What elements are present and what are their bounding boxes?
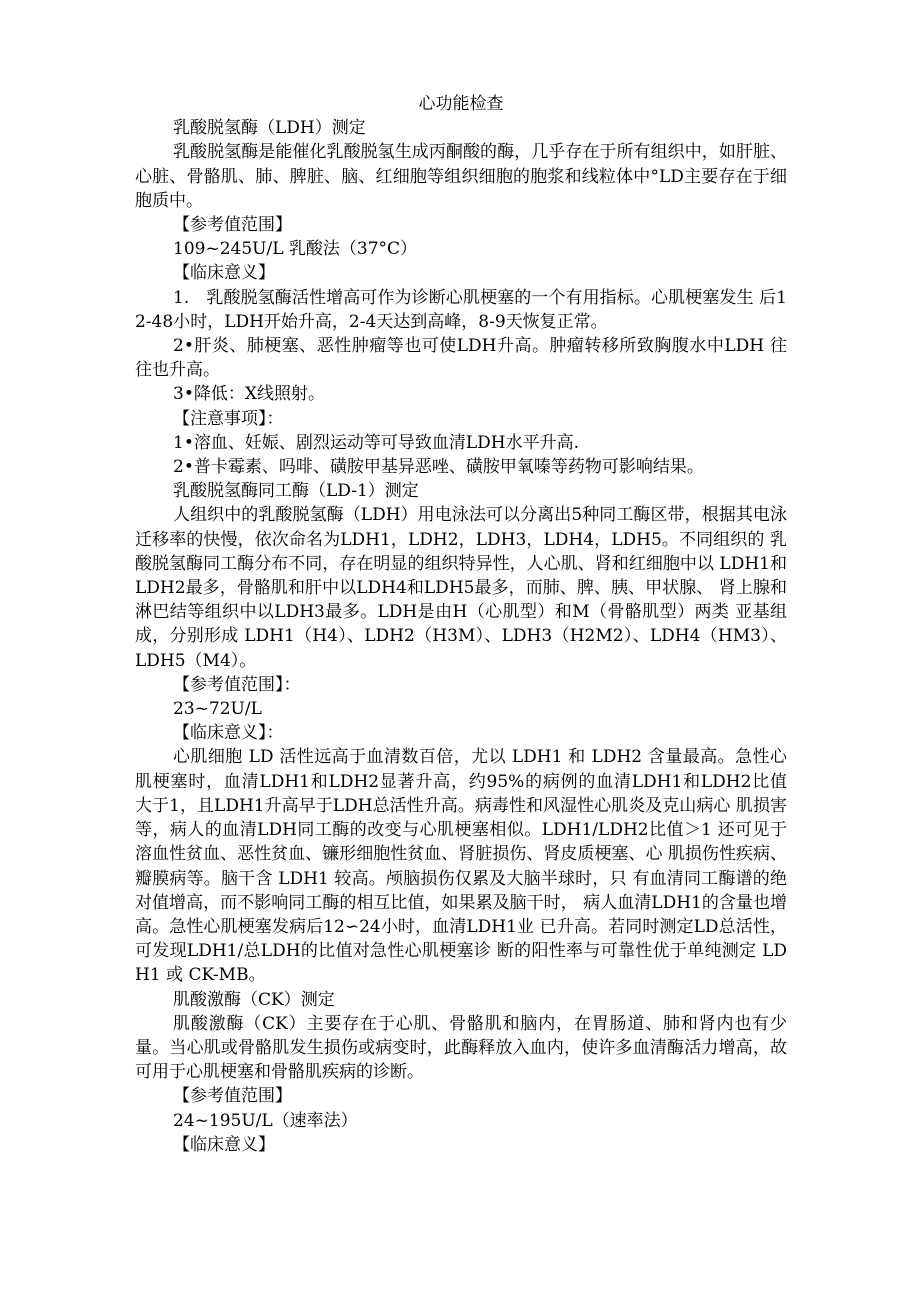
clinical-item: 2•肝炎、肺梗塞、恶性肿瘤等也可使LDH升高。肿瘤转移所致胸腹水中LDH 往往也升高。 xyxy=(135,336,787,381)
note-item: 2•普卡霉素、吗啡、磺胺甲基异恶唑、磺胺甲氧嗪等药物可影响结果。 xyxy=(173,457,704,478)
clinical-label: 【临床意义】： xyxy=(173,723,284,744)
clinical-text: 心肌细胞 LD 活性远高于血清数百倍，尤以 LDH1 和 LDH2 含量最高。急性心 肌梗塞时，血清LDH1和LDH2显著升高，约95%的病例的血清LDH1和LDH2比值 大于1，且LDH1升高早于LDH总活性升高。病毒性和风湿性心肌炎及克山病心 肌损害等，病人的血清LDH同工酶的改变与心肌梗塞相似。LDH1/LDH2比值＞1 还可见于溶血性贫血、恶性贫血、镰形细胞性贫血、肾脏损伤、肾皮质梗塞、心 肌损伤性疾病、瓣膜病等。脑干含 LDH1 较高。颅脑损伤仅累及大脑半球时，只 有血清同工酶谱的绝对值增高，而不影响同工酶的相互比值，如果累及脑干时， 病人血清LDH1的含量也增高。急性心肌梗塞发病后12∽24小时，血清LDH1业 已升高。若同时测定LD总活性，可发现LDH1/总LDH的比值对急性心肌梗塞诊 断的阳性率与可靠性优于单纯测定 LDH1 或 CK-MB。 xyxy=(135,747,787,986)
document-title: 心功能检查 xyxy=(418,94,504,114)
clinical-item: 3•降低：X线照射。 xyxy=(173,384,325,405)
section-ldh xyxy=(135,116,787,479)
reference-label: 【参考值范围】 xyxy=(173,215,292,236)
section-ck xyxy=(135,988,787,1157)
section-intro: 人组织中的乳酸脱氢酶（LDH）用电泳法可以分离出5种同工酶区带，根据其电泳迁移率的快慢，依次命名为LDH1，LDH2，LDH3，LDH4，LDH5。不同组织的 乳酸脱氢酶同工酶分布不同，存在明显的组织特异性，人心肌、肾和红细胞中以 LDH1和LDH2最多，骨骼肌和肝中以LDH4和LDH5最多，而肺、脾、胰、甲状腺、 肾上腺和淋巴结等组织中以LDH3最多。LDH是由H（心肌型）和M（骨骼肌型）两类 亚基组成，分别形成 LDH1（H4）、LDH2（H3M）、LDH3（H2M2）、LDH4（HM3）、LDH5（M4）。 xyxy=(135,505,787,671)
clinical-item: 1. 乳酸脱氢酶活性增高可作为诊断心肌梗塞的一个有用指标。心肌梗塞发生 后12-48小时，LDH开始升高，2-4天达到高峰，8-9天恢复正常。 xyxy=(135,287,787,332)
reference-value: 23~72U/L xyxy=(173,699,262,720)
clinical-label: 【临床意义】 xyxy=(173,1134,275,1155)
reference-label: 【参考值范围】 xyxy=(173,1086,292,1107)
section-intro: 肌酸激酶（CK）主要存在于心肌、骨骼肌和脑内，在胃肠道、肺和肾内也有少量。当心肌或骨骼肌发生损伤或病变时，此酶释放入血内，使许多血清酶活力增高，故可用于心肌梗塞和骨骼肌疾病的诊断。 xyxy=(135,1013,787,1083)
notes-label: 【注意事项】： xyxy=(173,408,284,429)
note-item: 1•溶血、妊娠、剧烈运动等可导致血清LDH水平升高. xyxy=(173,432,579,453)
reference-value: 109~245U/L 乳酸法（37°C） xyxy=(173,239,418,260)
section-ld1 xyxy=(135,479,787,987)
section-heading: 肌酸激酶（CK）测定 xyxy=(173,989,335,1010)
reference-label: 【参考值范围】： xyxy=(173,674,301,695)
document-page xyxy=(135,92,787,1157)
clinical-label: 【临床意义】 xyxy=(173,263,275,284)
section-intro: 乳酸脱氢酶是能催化乳酸脱氢生成丙酮酸的酶，几乎存在于所有组织中，如肝脏、心脏、骨骼肌、肺、脾脏、脑、红细胞等组织细胞的胞浆和线粒体中°LD主要存在于细胞质中。 xyxy=(135,142,787,211)
section-heading: 乳酸脱氢酶同工酶（LD-1）测定 xyxy=(173,481,419,502)
section-heading: 乳酸脱氢酶（LDH）测定 xyxy=(173,118,366,139)
reference-value: 24~195U/L（速率法） xyxy=(173,1110,358,1131)
